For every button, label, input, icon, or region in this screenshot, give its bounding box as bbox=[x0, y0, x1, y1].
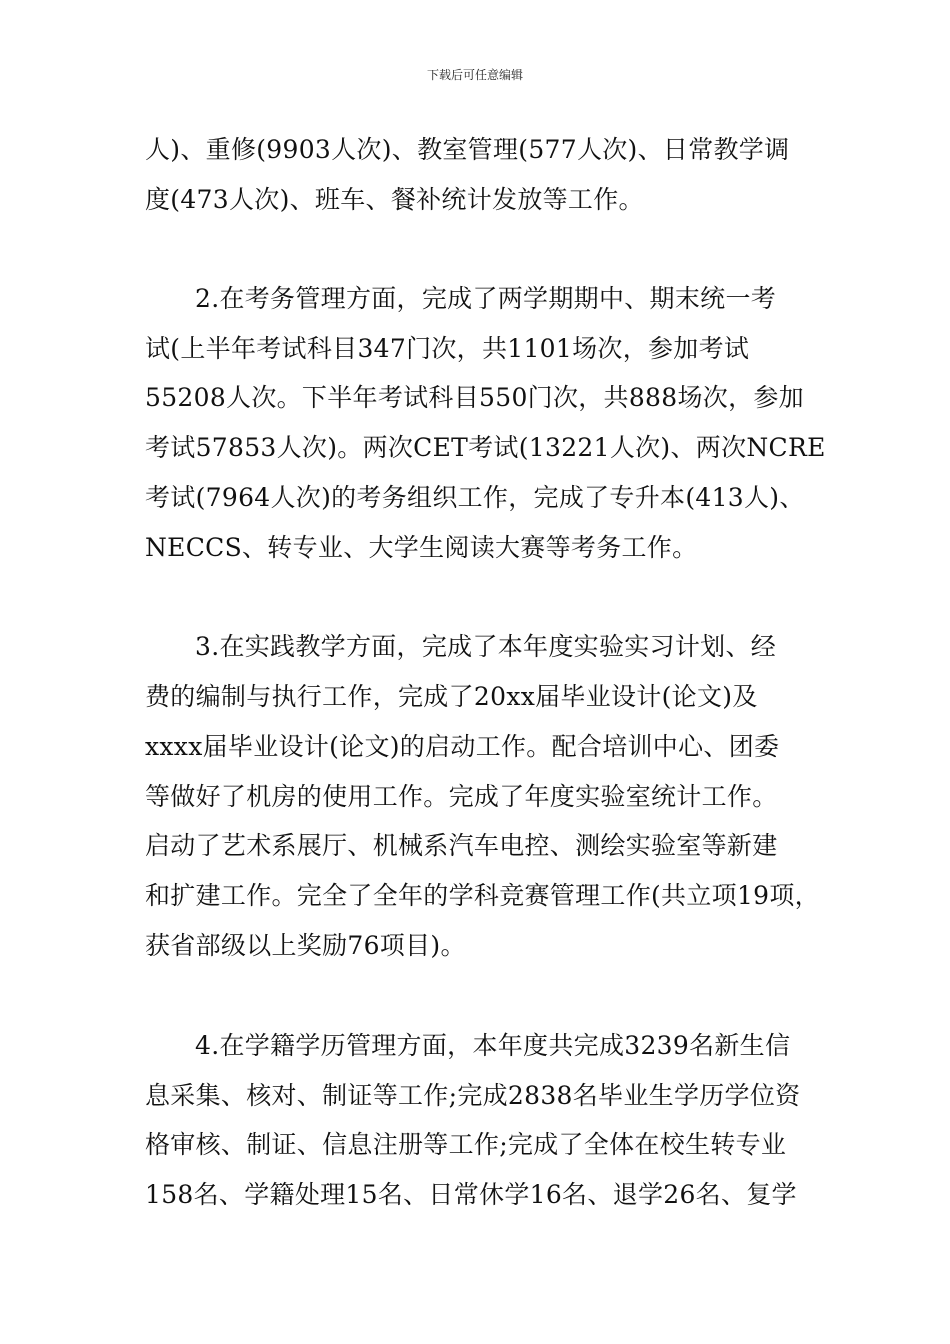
paragraph-line: 试(上半年考试科目347门次，共1101场次，参加考试 bbox=[145, 334, 750, 363]
paragraph-line: 2.在考务管理方面，完成了两学期期中、期末统一考 bbox=[195, 284, 777, 313]
paragraph-line: 考试57853人次)。两次CET考试(13221人次)、两次NCRE bbox=[145, 433, 826, 462]
paragraph-line: 和扩建工作。完全了全年的学科竞赛管理工作(共立项19项， bbox=[145, 881, 820, 910]
page-header-note: 下载后可任意编辑 bbox=[426, 68, 523, 82]
paragraph-line: 息采集、核对、制证等工作;完成2838名毕业生学历学位资 bbox=[145, 1081, 801, 1110]
paragraph-line: 获省部级以上奖励76项目)。 bbox=[145, 931, 466, 960]
paragraph-line: 启动了艺术系展厅、机械系汽车电控、测绘实验室等新建 bbox=[145, 831, 778, 860]
paragraph-line: 等做好了机房的使用工作。完成了年度实验室统计工作。 bbox=[145, 782, 778, 811]
paragraph-line: 3.在实践教学方面，完成了本年度实验实习计划、经 bbox=[195, 632, 777, 661]
paragraph-line: 55208人次。下半年考试科目550门次，共888场次，参加 bbox=[145, 383, 804, 412]
paragraph-line: xxxx届毕业设计(论文)的启动工作。配合培训中心、团委 bbox=[145, 732, 780, 761]
paragraph-line: 格审核、制证、信息注册等工作;完成了全体在校生转专业 bbox=[145, 1130, 787, 1159]
paragraph-line: 费的编制与执行工作，完成了20xx届毕业设计(论文)及 bbox=[145, 682, 758, 711]
paragraph-line: 4.在学籍学历管理方面，本年度共完成3239名新生信 bbox=[195, 1031, 791, 1060]
paragraph-line: 考试(7964人次)的考务组织工作，完成了专升本(413人)、 bbox=[145, 483, 805, 512]
paragraph-line: 人)、重修(9903人次)、教室管理(577人次)、日常教学调 bbox=[145, 135, 790, 164]
paragraph-line: 度(473人次)、班车、餐补统计发放等工作。 bbox=[145, 185, 644, 214]
paragraph-line: 158名、学籍处理15名、日常休学16名、退学26名、复学 bbox=[145, 1180, 797, 1209]
paragraph-line: NECCS、转专业、大学生阅读大赛等考务工作。 bbox=[145, 533, 698, 562]
